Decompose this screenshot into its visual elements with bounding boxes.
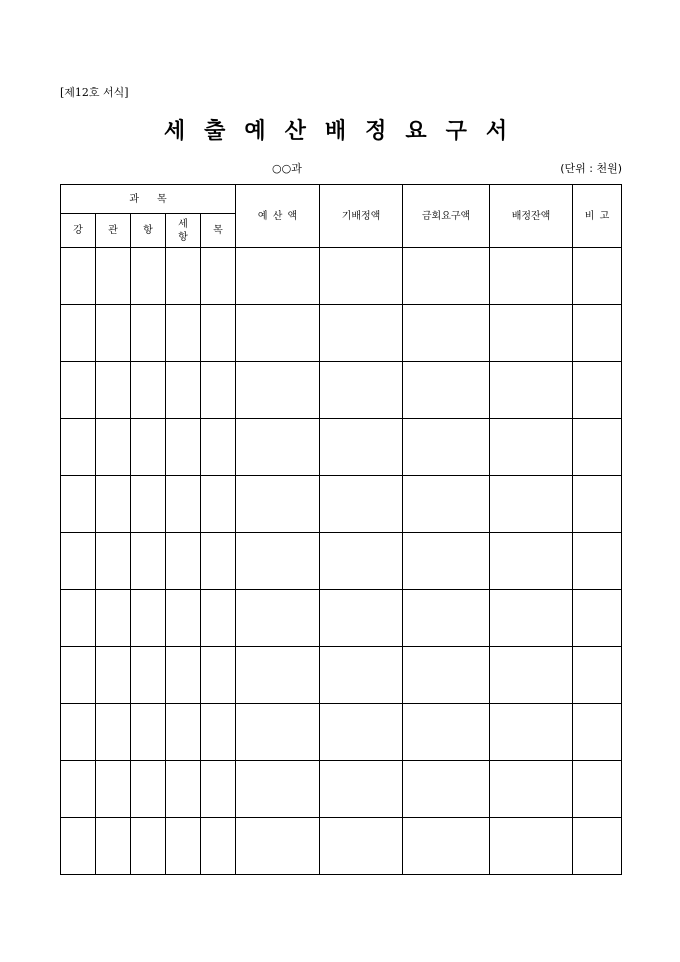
table-cell bbox=[320, 248, 403, 305]
department-label: ○○과 bbox=[272, 162, 302, 175]
header-current-request: 금회요구액 bbox=[403, 185, 490, 248]
form-label: [제12호 서식] bbox=[60, 86, 129, 99]
table-cell bbox=[131, 704, 166, 761]
header-hang: 항 bbox=[131, 214, 166, 248]
table-cell bbox=[573, 419, 622, 476]
table-cell bbox=[320, 818, 403, 875]
table-cell bbox=[201, 419, 236, 476]
table-cell bbox=[320, 305, 403, 362]
table-cell bbox=[403, 590, 490, 647]
table-cell bbox=[490, 476, 573, 533]
table-cell bbox=[131, 647, 166, 704]
table-cell bbox=[96, 761, 131, 818]
table-cell bbox=[236, 305, 320, 362]
table-cell bbox=[320, 704, 403, 761]
table-row bbox=[61, 476, 622, 533]
table-cell bbox=[201, 305, 236, 362]
table-row bbox=[61, 362, 622, 419]
header-group-subject: 과목 bbox=[61, 185, 236, 214]
table-cell bbox=[236, 362, 320, 419]
table-cell bbox=[573, 248, 622, 305]
table-cell bbox=[320, 533, 403, 590]
table-cell bbox=[573, 533, 622, 590]
table-cell bbox=[201, 818, 236, 875]
table-cell bbox=[403, 704, 490, 761]
table-cell bbox=[166, 362, 201, 419]
table-cell bbox=[96, 818, 131, 875]
table-cell bbox=[236, 818, 320, 875]
table-cell bbox=[320, 419, 403, 476]
table-cell bbox=[320, 761, 403, 818]
table-cell bbox=[96, 590, 131, 647]
table-row bbox=[61, 761, 622, 818]
table-cell bbox=[320, 362, 403, 419]
table-cell bbox=[131, 362, 166, 419]
table-cell bbox=[201, 761, 236, 818]
table-cell bbox=[320, 647, 403, 704]
table-row bbox=[61, 818, 622, 875]
header-sehang: 세 항 bbox=[166, 214, 201, 248]
table-body bbox=[61, 248, 622, 875]
table-cell bbox=[166, 704, 201, 761]
table-cell bbox=[201, 590, 236, 647]
table-cell bbox=[166, 419, 201, 476]
table-cell bbox=[573, 362, 622, 419]
table-cell bbox=[573, 590, 622, 647]
table-cell bbox=[403, 647, 490, 704]
header-jang: 강 bbox=[61, 214, 96, 248]
table-cell bbox=[201, 248, 236, 305]
table-cell bbox=[403, 362, 490, 419]
header-gwan: 관 bbox=[96, 214, 131, 248]
table-row bbox=[61, 533, 622, 590]
table-row bbox=[61, 704, 622, 761]
budget-request-table bbox=[60, 184, 622, 875]
table-cell bbox=[131, 818, 166, 875]
table-cell bbox=[131, 476, 166, 533]
table-cell bbox=[166, 761, 201, 818]
header-remaining-allotment: 배정잔액 bbox=[490, 185, 573, 248]
table-cell bbox=[573, 305, 622, 362]
table-cell bbox=[96, 305, 131, 362]
table-cell bbox=[96, 704, 131, 761]
table-cell bbox=[61, 533, 96, 590]
table-cell bbox=[490, 704, 573, 761]
table-cell bbox=[236, 761, 320, 818]
table-cell bbox=[166, 476, 201, 533]
table-cell bbox=[131, 305, 166, 362]
table-cell bbox=[236, 590, 320, 647]
table-cell bbox=[201, 362, 236, 419]
table-row bbox=[61, 248, 622, 305]
table-cell bbox=[490, 248, 573, 305]
table-cell bbox=[131, 533, 166, 590]
table-cell bbox=[61, 818, 96, 875]
table-cell bbox=[131, 248, 166, 305]
table-cell bbox=[96, 419, 131, 476]
header-remarks: 비 고 bbox=[573, 185, 622, 248]
table-cell bbox=[573, 704, 622, 761]
table-row bbox=[61, 305, 622, 362]
table-cell bbox=[166, 818, 201, 875]
table-cell bbox=[96, 647, 131, 704]
table-cell bbox=[490, 305, 573, 362]
table-cell bbox=[403, 305, 490, 362]
table-cell bbox=[490, 533, 573, 590]
table-cell bbox=[490, 362, 573, 419]
table-cell bbox=[201, 533, 236, 590]
table-cell bbox=[61, 590, 96, 647]
table-cell bbox=[490, 590, 573, 647]
document-title: 세출예산배정요구서 bbox=[163, 118, 527, 144]
header-budget-amount: 예 산 액 bbox=[236, 185, 320, 248]
table-cell bbox=[166, 248, 201, 305]
table-cell bbox=[490, 419, 573, 476]
table-cell bbox=[131, 590, 166, 647]
table-cell bbox=[490, 647, 573, 704]
table-cell bbox=[320, 590, 403, 647]
table-cell bbox=[201, 704, 236, 761]
table-cell bbox=[61, 476, 96, 533]
table-cell bbox=[236, 647, 320, 704]
table-cell bbox=[403, 761, 490, 818]
table-cell bbox=[236, 704, 320, 761]
table-cell bbox=[201, 647, 236, 704]
table-cell bbox=[403, 419, 490, 476]
table-cell bbox=[96, 476, 131, 533]
table-row bbox=[61, 419, 622, 476]
table-cell bbox=[96, 362, 131, 419]
table-row bbox=[61, 647, 622, 704]
table-cell bbox=[61, 248, 96, 305]
table-row bbox=[61, 590, 622, 647]
table-cell bbox=[96, 533, 131, 590]
table-cell bbox=[166, 647, 201, 704]
table-cell bbox=[490, 818, 573, 875]
unit-label: (단위 : 천원) bbox=[560, 162, 622, 175]
table-cell bbox=[61, 419, 96, 476]
table-cell bbox=[61, 704, 96, 761]
table-cell bbox=[201, 476, 236, 533]
table-cell bbox=[236, 248, 320, 305]
table-cell bbox=[166, 533, 201, 590]
table-cell bbox=[320, 476, 403, 533]
table-cell bbox=[403, 476, 490, 533]
table-cell bbox=[403, 533, 490, 590]
table-cell bbox=[403, 248, 490, 305]
table-cell bbox=[236, 476, 320, 533]
table-cell bbox=[573, 647, 622, 704]
table-cell bbox=[131, 419, 166, 476]
table-cell bbox=[96, 248, 131, 305]
table-cell bbox=[573, 818, 622, 875]
table-cell bbox=[166, 590, 201, 647]
table-cell bbox=[166, 305, 201, 362]
header-mok: 목 bbox=[201, 214, 236, 248]
header-previously-allotted: 기배정액 bbox=[320, 185, 403, 248]
table-cell bbox=[236, 533, 320, 590]
table-cell bbox=[236, 419, 320, 476]
header-row-1 bbox=[61, 185, 622, 214]
table-cell bbox=[573, 476, 622, 533]
table-cell bbox=[61, 647, 96, 704]
table-cell bbox=[490, 761, 573, 818]
table-cell bbox=[403, 818, 490, 875]
table-cell bbox=[131, 761, 166, 818]
table-cell bbox=[61, 362, 96, 419]
table-cell bbox=[61, 305, 96, 362]
table-cell bbox=[573, 761, 622, 818]
table-cell bbox=[61, 761, 96, 818]
